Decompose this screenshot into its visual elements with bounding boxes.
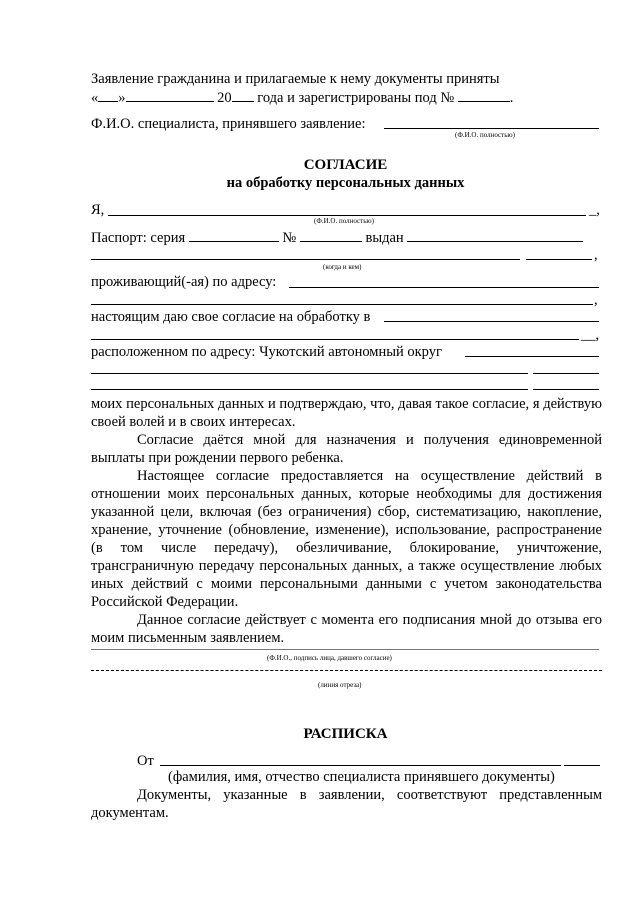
consent-paragraph-2: Согласие даётся мной для назначения и получения единовременной выплаты при рождении первого ребенка. — [91, 432, 602, 466]
cut-caption: (линия отреза) — [318, 681, 362, 689]
organization-comma: __, — [581, 327, 600, 343]
number-sign: № — [282, 230, 297, 246]
issued-field-part3[interactable] — [526, 259, 592, 260]
year-prefix: 20 — [217, 90, 232, 106]
location-field-part4[interactable] — [91, 389, 528, 390]
receipt-body — [91, 786, 602, 822]
issued-caption: (когда и кем) — [323, 263, 362, 271]
organization-field-part1[interactable] — [384, 321, 599, 322]
organization-field-part2[interactable] — [91, 339, 579, 340]
located-label: расположенном по адресу: Чукотский автономный округ — [91, 344, 442, 360]
name-caption: (Ф.И.О. полностью) — [314, 217, 374, 225]
from-name-field-part2[interactable] — [564, 765, 600, 766]
consent-paragraph-3: Настоящее согласие предоставляется на осуществление действий в отношении моих персональных данных, которые необходимы для достижения указанной цели, включая (без ограничения) сбор, систематизацию, накопление, хранение, уточнение (обновление, изменение), использование, распространение (в том числе передачу), обезличивание, блокирование, уничтожение, трансграничную передачу персональных данных, а также осуществление любых иных действий с моими персональными данными с учетом законодательства Российской Федерации. — [91, 468, 602, 610]
passport-line — [91, 228, 583, 247]
address-field-part2[interactable] — [91, 304, 593, 305]
quote-close: » — [118, 90, 126, 106]
specialist-caption: (Ф.И.О. полностью) — [455, 131, 515, 139]
receipt-text: Документы, указанные в заявлении, соответствуют представленным документам. — [91, 787, 602, 821]
location-field-part2[interactable] — [91, 373, 528, 374]
location-field-part1[interactable] — [465, 356, 599, 357]
registration-text: года и зарегистрированы под № — [257, 90, 455, 106]
acceptance-line-2 — [91, 88, 513, 107]
location-field-part3[interactable] — [533, 373, 599, 374]
specialist-label: Ф.И.О. специалиста, принявшего заявление: — [91, 116, 366, 132]
registration-number-field[interactable] — [458, 88, 510, 102]
from-caption: (фамилия, имя, отчество специалиста принявшего документы) — [168, 769, 555, 785]
location-field-part5[interactable] — [533, 389, 599, 390]
issued-field-part2[interactable] — [91, 259, 520, 260]
consent-subtitle: на обработку персональных данных — [226, 175, 465, 191]
full-name-field[interactable] — [108, 215, 586, 216]
month-field[interactable] — [126, 88, 214, 102]
from-label: От — [137, 753, 154, 769]
receipt-title: РАСПИСКА — [303, 726, 388, 742]
issued-label: выдан — [365, 230, 404, 246]
address-label: проживающий(-ая) по адресу: — [91, 274, 277, 290]
address-comma: , — [594, 292, 598, 308]
signature-field[interactable] — [91, 649, 599, 650]
passport-number-field[interactable] — [300, 228, 362, 242]
consent-paragraph-1: моих персональных данных и подтверждаю, что, давая такое согласие, я действую своей волей и в своих интересах. — [91, 396, 602, 430]
consent-paragraph-4: Данное согласие действует с момента его подписания мной до отзыва его моим письменным заявлением. — [91, 612, 602, 646]
issued-comma: , — [594, 247, 598, 263]
passport-label: Паспорт: серия — [91, 230, 186, 246]
issued-field-part1[interactable] — [407, 228, 583, 242]
passport-series-field[interactable] — [189, 228, 279, 242]
consent-title: СОГЛАСИЕ — [303, 157, 388, 173]
name-comma: _, — [589, 202, 600, 218]
year-field[interactable] — [232, 88, 254, 102]
cut-line — [91, 670, 602, 671]
quote-open: « — [91, 90, 99, 106]
consent-to-label: настоящим даю свое согласие на обработку в — [91, 309, 371, 325]
specialist-name-field[interactable] — [384, 128, 599, 129]
line-end-dot: . — [509, 90, 514, 106]
address-field-part1[interactable] — [289, 287, 599, 288]
consent-body — [91, 395, 602, 647]
i-label: Я, — [91, 202, 105, 218]
signature-caption: (Ф.И.О., подпись лица, давшего согласие) — [267, 654, 392, 662]
day-field[interactable] — [98, 88, 118, 102]
acceptance-line-1: Заявление гражданина и прилагаемые к нему документы приняты — [91, 71, 500, 87]
from-name-field-part1[interactable] — [160, 765, 561, 766]
